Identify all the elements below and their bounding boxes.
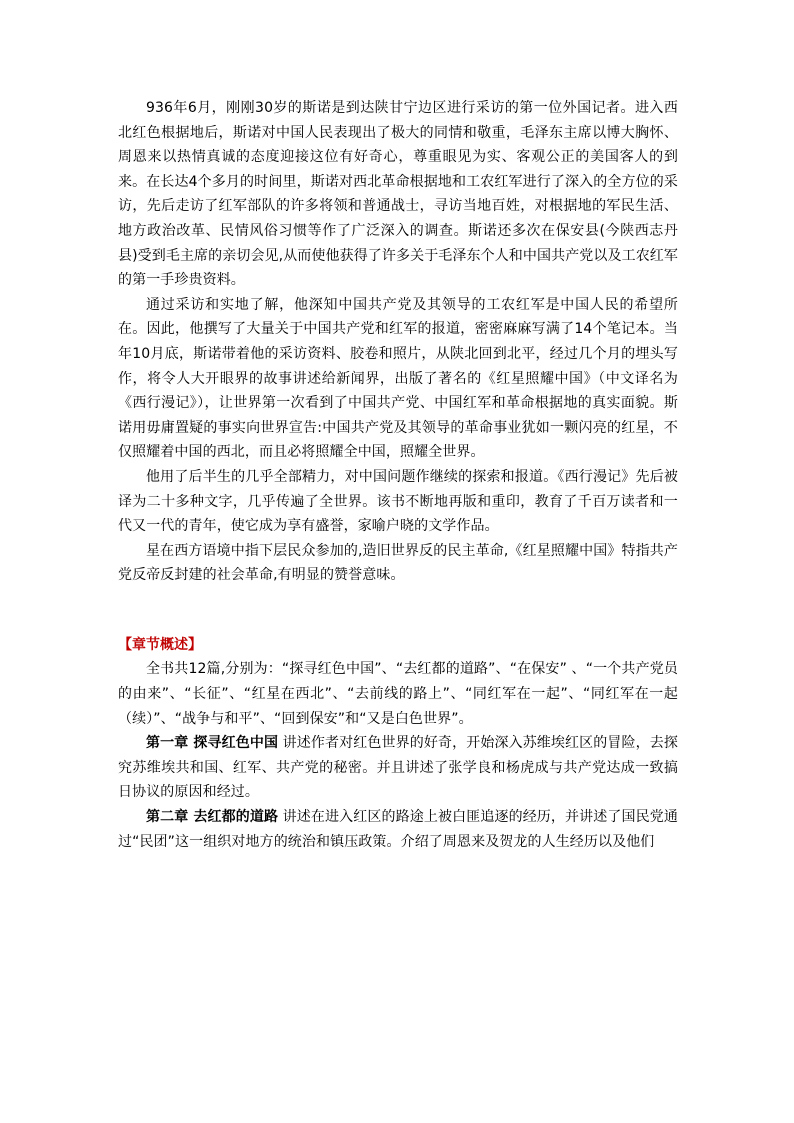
intro-paragraph-1: 936年6月，刚刚30岁的斯诺是到达陕甘宁边区进行采访的第一位外国记者。进入西北红色根据地后，斯诺对中国人民表现出了极大的同情和敬重，毛泽东主席以博大胸怀、周恩来以热情真诚的态度迎接这位有好奇心，尊重眼见为实、客观公正的美国客人的到来。在长达4个多月的时间里，斯诺对西北革命根据地和工农红军进行了深入的全方位的采访，先后走访了红军部队的许多将领和普通战士，寻访当地百姓，对根据地的军民生活、地方政治改革、民情风俗习惯等作了广泛深入的调查。斯诺还多次在保安县(今陕西志丹县)受到毛主席的亲切会见,从而使他获得了许多关于毛泽东个人和中国共产党以及工农红军的第一手珍贵资料。 <box>118 100 679 289</box>
document-body <box>118 96 678 854</box>
intro-paragraph-3: 他用了后半生的几乎全部精力，对中国问题作继续的探索和报道。《西行漫记》先后被译为二十多种文字，几乎传遍了全世界。该书不断地再版和重印，教育了千百万读者和一代又一代的青年，使它成为享有盛誉，家喻户晓的文学作品。 <box>118 468 678 535</box>
overview-section <box>118 657 678 854</box>
chapter-1-text: 讲述作者对红色世界的好奇，开始深入苏维埃红区的冒险，去探究苏维埃共和国、红军、共产党的秘密。并且讲述了张学良和杨虎成与共产党达成一致搞日协议的原因和经过。 <box>118 735 678 801</box>
intro-paragraph-4: 星在西方语境中指下层民众参加的,造旧世界反的民主革命,《红星照耀中国》特指共产党反帝反封建的社会革命,有明显的赞誉意味。 <box>118 542 678 584</box>
intro-section <box>118 96 678 588</box>
chapter-1-paragraph <box>118 731 678 805</box>
intro-paragraph-2: 通过采访和实地了解，他深知中国共产党及其领导的工农红军是中国人民的希望所在。因此，他撰写了大量关于中国共产党和红军的报道，密密麻麻写满了14个笔记本。当年10月底，斯诺带着他的采访资料、胶卷和照片，从陕北回到北平，经过几个月的埋头写作，将令人大开眼界的故事讲述给新闻界，出版了著名的《红星照耀中国》（中文译名为《西行漫记》），让世界第一次看到了中国共产党、中国红军和革命根据地的真实面貌。斯诺用毋庸置疑的事实向世界宣告:中国共产党及其领导的革命事业犹如一颗闪亮的红星，不仅照耀着中国的西北，而且必将照耀全中国，照耀全世界。 <box>118 296 678 461</box>
chapter-2-paragraph <box>118 805 678 854</box>
chapter-2-title: 第二章 去红都的道路 <box>146 809 279 826</box>
overview-paragraph: 全书共12篇,分别为：“探寻红色中国”、“去红都的道路”、“在保安” 、“一个共产党员的由来”、“长征”、“红星在西北”、“去前线的路上”、“同红军在一起”、“同红军在一起（续）”、“战争与和平”、“回到保安”和“又是白色世界”。 <box>118 661 678 727</box>
section-heading: 【章节概述】 <box>118 636 202 653</box>
chapter-1-title: 第一章 探寻红色中国 <box>146 735 279 752</box>
chapter-2-text: 讲述在进入红区的路途上被白匪追逐的经历，并讲述了国民党通过“民团”这一组织对地方的统治和镇压政策。介绍了周恩来及贺龙的人生经历以及他们 <box>118 809 678 850</box>
